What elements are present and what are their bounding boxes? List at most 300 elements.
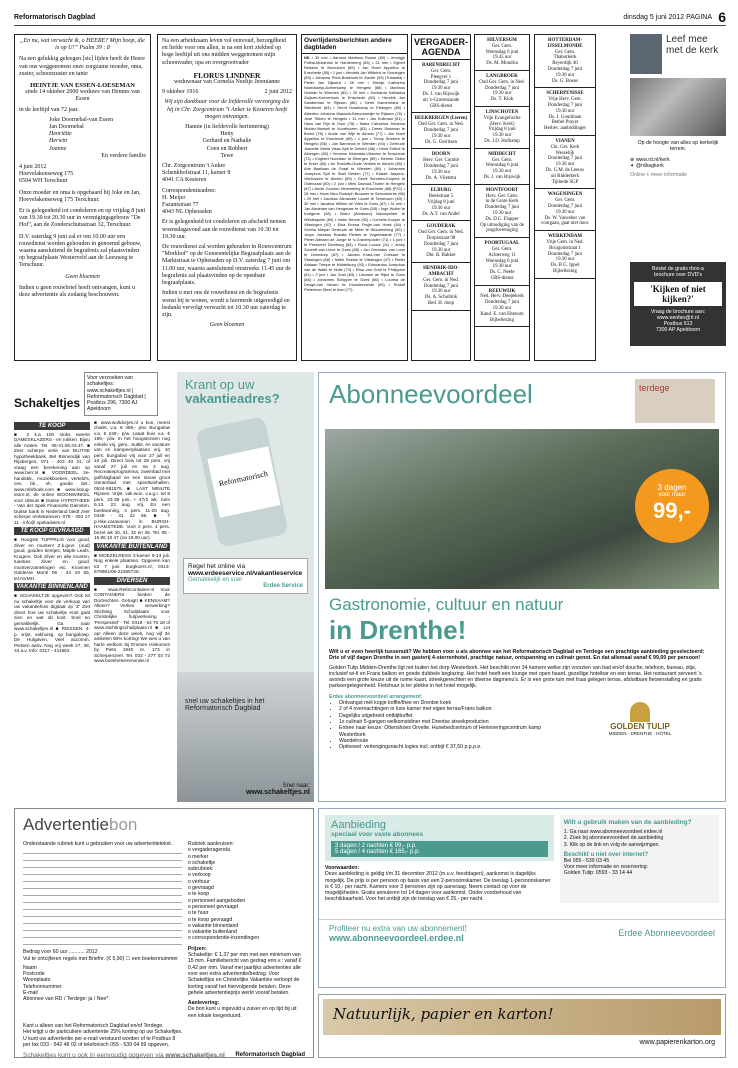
schakeltjes-pre: Schakeltjes kunt u ook in eenvoudig opgeven via xyxy=(23,1052,164,1060)
arr-title: Erdee abonneevoordeel arrangement: xyxy=(329,693,423,700)
book-info: Voor meer informatie en reservering: xyxy=(563,864,648,871)
agenda-line: 19.30 uur xyxy=(492,306,512,312)
offer-price-1: 3 dagen / 2 nachten € 99,- p.p. xyxy=(335,843,417,849)
agenda-line: 19.45 uur xyxy=(492,55,512,61)
arr-item: • Wandelroute xyxy=(339,738,559,744)
category-option[interactable]: o merker xyxy=(187,853,209,860)
how-to-book xyxy=(560,815,719,903)
page-label: PAGINA xyxy=(686,14,712,21)
book-phone-2: Golden Tulip: 0593 - 33 14 44 xyxy=(563,870,633,877)
conditions-title: Voorwaarden: xyxy=(325,865,360,871)
agenda-entry xyxy=(475,238,529,286)
family-member: Hannie (in liefdevolle herinnering) xyxy=(185,124,269,131)
agenda-entry xyxy=(535,88,595,136)
offer-box-title: Aanbieding xyxy=(331,819,387,831)
classifieds-text: ■ www.woltdorjes.nl u kon, meest chalet, v.a. € 399,- p/w. Bungalow v.a. € 249,- p/w. Laaat buis v.a. € 199,- p/w. In het hoogseizoen nog enkele vrij. gem., Sulkit, en vacature van en kampeerplaatsen vrij. 10 pers. bungalow vrij voor 27 juli en 10 juli. Direct bois tot 28 pers. vrij vanaf 27 juli en na 3 aug. Recreatieprogramma, zwembad met golfslagbaad en een nieuw groot Genterbad met speeltuinhallen. 0524-581575. ■ LAST MINUTE Rijssen. Vrijst. vak.won. v.a.g.r. tot 8 pers. 23-38 juni, + 47/2 wk. ruim 9.13. 23 aug. vrij. En een boekwoning, 4 pers. 11-25 aug. 0348 - 31 22 69. ■ 7 p./ske.caravanan in BURGH-HAAMSTEDE. Voor 2 pers. 4 pers. bezet wk 30, 31, 32 en 36. Tel. 06 - 15 86 10 47 (na 19.00 uur). xyxy=(94,419,170,541)
tulip-sub: MIDDEN · DRENTHE · HOTEL xyxy=(608,730,672,736)
paper-name: Reformatorisch Dagblad xyxy=(14,14,96,21)
category-option[interactable]: subrubriek: xyxy=(187,866,214,873)
agenda-line: 19.30 uur xyxy=(492,133,512,139)
agenda-line: jeugdvereniging xyxy=(486,228,518,234)
agenda-line: Ger. Gem. in Ned. xyxy=(423,277,459,283)
agenda-line: Bed. H. doop xyxy=(427,300,455,306)
coupon-foot: per fax 033 - 542 48 02 of telefonisch 055 - 539 04 99 opgeven. xyxy=(23,1041,170,1048)
book-phone: Bel 055 - 539 03 45 xyxy=(563,857,610,864)
price-badge xyxy=(635,469,709,543)
agenda-line: Donderdag 7 juni xyxy=(484,85,520,91)
ad-caption: snel uw schakeltjes in het Reformatorisch Dagblad xyxy=(185,698,265,712)
notice-date: 4 juni 2012 xyxy=(19,164,47,171)
family-member: Gerhard en Nathalie xyxy=(202,138,252,145)
ad-title-2: vakantieadres? xyxy=(185,391,280,406)
arr-item: • Optioneel: verlengingsnacht logies incl. ontbijt € 37,50 p.p.p.e. xyxy=(339,744,559,750)
golden-tulip-logo xyxy=(565,694,715,751)
field-name[interactable]: Naam xyxy=(23,964,37,971)
tulip-name: GOLDEN TULIP xyxy=(610,721,670,731)
death-notice-lindner xyxy=(157,34,297,361)
offer-box-sub: speciaal voor vaste abonnees xyxy=(331,831,424,838)
offer-desc: Golden Tulip Midden-Drenthe ligt net buiten het dorp Westerbork. Het beschikt over 34 kamers welke zijn voorzien van bad en/of douche, telefoon, bureau, zitje, inclusief wi-fi en Frans balkon en goede dubbele beglazing. Het hotel heeft een lounge met open haard, gezellige hotelbar en een terras. Het restaurant serveert 's avonds een grote keuze uit de ruime kaart, streekgerechten en diverse dagmenu's. Er is een grote tuin met fraai gelegen terras, afsluitbare fietsenstalling en gratis parkeergelegenheid. Fietshuur is ter plekke in het hotel mogelijk. xyxy=(329,664,702,690)
family-member: Joanne xyxy=(49,145,67,152)
ad-twitter[interactable]: ✦ @rdkagkerk xyxy=(630,162,664,169)
agenda-entry xyxy=(475,71,529,107)
offer-lead: Wilt u er even heerlijk tussenuit? We hebben voor u als abonnee van het Reformatorisch Dagblad en Terdege een prachtige aanbieding geselecteerd: Drie of vijf dagen Drenthe in een gastvrij 4-sterrenhotel, prachtige natuur, ontspanning en culinair genot. En dat allemaal vanaf € 99,00 per persoon! xyxy=(329,649,705,662)
agenda-line: Donderdag 7 juni xyxy=(547,203,583,209)
erdee-abo-logo: Erdee Abonneevoordeel xyxy=(618,928,715,939)
ad-line: brochure over DVD's xyxy=(654,272,702,279)
agenda-line: Herbev. aanbiddinger xyxy=(543,126,587,132)
agenda-line: Vrije Evangelische xyxy=(483,115,521,121)
agenda-line: Herv. Ger. Gem. xyxy=(485,193,519,199)
agenda-line: in de Grote Kerk xyxy=(485,199,519,205)
agenda-place: VIANEN xyxy=(555,138,575,144)
address-line: Fazantstraat 77 xyxy=(162,202,199,209)
agenda-entry xyxy=(475,286,529,328)
caption-small: Snel naar: xyxy=(282,783,310,789)
agenda-line: Ds. W. Vanceker van xyxy=(544,215,586,221)
agenda-line: Woensdag 6 juni xyxy=(485,49,519,55)
agenda-place: LINSCHOTEN xyxy=(485,109,519,115)
deceased-name: FLORUS LINDNER xyxy=(193,70,261,80)
agenda-line: 19.30 uur xyxy=(431,205,451,211)
arr-item: • 2 of 4 overnachtingen in luxe kamer met eigen terras/Frans balkon xyxy=(339,706,559,712)
agenda-place: ROTTERDAM-IJSSELMONDE xyxy=(547,38,583,49)
agenda-entry xyxy=(535,136,595,189)
classifieds-text: ■ SCHAKELTJE opgeven? Ook tel nu schakeltje voor de verkoop van uw vakantiehuis digitaal op 'Z' Ziet direct hoe uw schakeltje eruit gaat zien en wat dit kost. Snel en gemakkelijk. Ga naar www.schakeltjes.nl ■ RIESSEN. 4-p. vrijst. vakhuisg. op bungalowp. De Hulgaven. Veel accomm. Pietsen aanv. Nog vrij week 27, 38, 34 a.v. Info: 0317 - 411863. xyxy=(14,593,90,654)
agenda-entry xyxy=(535,35,595,88)
coupon-foot: Kant u alleen van het Reformatorisch Dagblad en/of Terdege. xyxy=(23,1023,164,1030)
category-option[interactable]: o vergaderagenda xyxy=(187,847,230,854)
family-member: Hetty xyxy=(220,131,234,138)
agenda-line: Reyerdijk 40 xyxy=(552,61,578,67)
notice-quote: „En nu, wat verwacht ik, o HEERE? Mijn hoop, die is op U!” Psalm 39 : 8 xyxy=(20,38,145,52)
agenda-place: HILVERSUM xyxy=(487,38,517,43)
paper-label: ND xyxy=(304,55,310,60)
ad-line: Postbus 613 xyxy=(663,321,693,328)
vacation-service-ad[interactable] xyxy=(177,372,314,802)
agenda-line: Donderdag 7 juni xyxy=(423,241,459,247)
coupon-option: Vul te ontcijferen regels met Briefnr. (€ 5,90) ☐ een boekennummer xyxy=(23,955,178,962)
classifieds xyxy=(14,372,171,802)
ad-coupon[interactable] xyxy=(14,808,314,1058)
arr-item: • Dagelijks uitgebreid ontbijtbuffet xyxy=(339,713,559,719)
agenda-line: 19.30 uur xyxy=(492,91,512,97)
dvd-brochure-ad[interactable] xyxy=(630,262,726,346)
agenda-line: Oud Ger. Gem. in Ned. xyxy=(418,230,464,236)
book-step: 3. Klik op de link en volg de aanwijzingen. xyxy=(563,841,660,848)
address-block xyxy=(162,163,292,185)
agenda-line: Donderdag 7 juni xyxy=(547,66,583,72)
agenda-entry xyxy=(412,221,470,263)
category-option[interactable]: o verhuur xyxy=(187,878,210,885)
arr-item: • 1x culinair 5-gangen welkomstdiner met Drentse streekproducten xyxy=(339,719,559,725)
category-option[interactable]: o correspondentie-inzendingen xyxy=(187,935,260,942)
profit-line: Profiteer nu extra van uw abonnement! xyxy=(329,923,467,933)
agenda-line: Ds. G. Boens xyxy=(551,78,579,84)
agenda-line: voorgaan, gaat niet door. xyxy=(540,221,590,227)
notice-p4: Indien u met ons de rouwdienst en de begrafenis wenst bij te wonen, wordt u hiermede uitgenodigd en bedankt vervolgt verwacht tot 10.30 uur zaterdag te zijn. xyxy=(162,290,290,318)
deaths-text: • 30 mei • Aarnout Martinus Roose (89) • Jennigje Poliha-Mulderink te Hardenberg (83) • 31 mei • Egbert Reikens te Borculoen (85) • Jan Hoeri Appelloo te Enschede (85) • 1 juni • Hendrik Jan Wilbrink te Groningen (83) • Johanna Prins-Boekhold te Zwolle (93) |Tubantia| • Pieter Jan Dijkstra • 28 mei • Sientje Catharina Noordkamp-Achterkamp te Hengelo (88) • Martinus Holman te Wierden (82) • 29 mei • Gerharda Kathalina Zwijsen-Knevenhuis te Enschede (83) • Hendrik Jan Sanderman te Rijssen (86) • Gerrit Kamermans te Sliedrecht (84) • Gerrit Hosekamp te Eibergen (85) • Albertha Johanna Wassink-Breuneweijer te Rijssen (76) • Jesé Tibben te Hengelo • 31 mei • Jan Kolkman (51) • Hans van Rijn te Goor (78) • Maria Catharina Johanna Mulder-Marsell te Voorthuizen (83) • Drees Stokman te Borne (78) • Annie van Wijk te Almelo (77) • Jan Hoeri Appelloo te Enschede (85) • 1 juni • Tonny Snellers te Hengelo (56) • Jan Banninck te Wierden (94) • Gertrude Jeanette Maria Visse-Spit te Delden (88) • Henk Eldhof te Albergen (89) • Hermine Kinkelaar-Visscher te Enschede (72) • Engbert Noordam te Eibergen (89) • Bennie Olden te Enter (65) • An Roeloffs-Oude Veldink te Almelo (85) • Arie Bastiaan de Graaf te Wierden (80) • Johannes Josephus Spit te Stad Delden (77) • Klaske Jaspers-Veldhuizen te Almelo (89) • Gerrit Scholten-Kuipers te Oldenzaal (80) • 2 juni • Mies Davood-Tholen te Hengelo (87) • Annie Goonen-Hemmeling te Enschede (88) |PZC| • 28 mei • Hans Nico Rudolph Brouwer te Serooskerke (66) • 29 mei • Jacobus Alexander Lauret te Terneuzen (83) • 30 mei • Jacobus Willem de Vries te Goes (87) • 31 mei • Jan Abraham van Hengelaar te Goes (58) • Inge Woltel te Kortgene (48) • Bram (Abraham) Nieuwpolder te Westkapelle (89) • Ineke Neune (92) • Cornelis Kooyer te Vlissingen (67) • Elsa Emma Frisjer-van Hoek (84) • Gretha Marjan Gertrude de Meer te Woudenberg (90) • Josyn Jacobus Rosalia Pieters te Vogelwaarde (77) • Pieter Adriaan de Jonge te 's-Gravenpolder (71) • 1 juni • te Pressend Domburg (83) • Ruud Louws (11) • Jenny Scheriff van Lieve te Goes (86) • Jan Gerardus van Loon te Lewedorp (87) • Jacoba Kraut-van Coesant te Vlissingen (88) • Nellie Roelse te Vlissingen (47) • Pieter Adriaan Trimpe te Middelburg (93) • Edouardus Josephus van de Walle te Hulst (73) • Elisa van Groll te Philippine (81) • 2 juni • Jan Goei (83) • Lieuwke de Rijke te Goes (86) • Johannes Schipper te Goes (86) • Lourina de Deugd-van Velzen te Kloosterzande (83) • Rudolf Pieterman Steel te Axel (77). xyxy=(304,55,405,293)
agenda-line: 19.30 uur xyxy=(431,289,451,295)
agenda-line: Ds. C. Neele xyxy=(489,270,515,276)
agenda-line: Pleegvei 1 xyxy=(430,74,452,80)
page-header xyxy=(14,9,726,26)
book-question-2: Beschikt u niet over internet? xyxy=(563,851,649,858)
agenda-line: Ds. J. Goudriaan xyxy=(548,114,582,120)
field-email[interactable]: E-mail xyxy=(23,990,38,997)
agenda-line: Vrijdag 8 juni xyxy=(488,127,516,133)
category-option[interactable]: o schakeltje xyxy=(187,859,216,866)
paper-cardboard-ad[interactable] xyxy=(318,994,726,1058)
conditions-text: Deze aanbieding is geldig t/m 31 december 2012 (m.u.v. feestdagen), aankomst is dagelijks mogelijk. De prijs is per persoon op basis van een 2-persoonskamer. De toeslag 1-persoonskamer is € 10,- per nacht. Kamers voor 3 personen zijn op aanvraag. Neem contact op voor de mogelijkheden. Gratis annuleren tot 14 dagen voor aankomst. Onder voorbehoud van beschikbaarheid. Voor het ontbijt zijn de toeslag van € 25,- per nacht. xyxy=(325,871,551,903)
agenda-line: 19.30 uur xyxy=(555,257,575,263)
agenda-line: Bruigomstraat 1 xyxy=(549,245,581,251)
agenda-line: Ds. B.G. Ippel xyxy=(550,263,580,269)
offer-headline-2: in Drenthe! xyxy=(329,615,467,645)
category-option[interactable]: o personeel gevraagd xyxy=(187,903,239,910)
agenda-line: 19.30 uur xyxy=(431,133,451,139)
family-list xyxy=(162,124,292,160)
agenda-place: BARENDRECHT xyxy=(421,63,461,68)
family-member: En verdere familie xyxy=(101,152,146,159)
agenda-line: Dhr. R. Bakker xyxy=(426,253,456,259)
subscriber-offer[interactable] xyxy=(318,372,726,802)
agenda-place: POORTUGAAL xyxy=(484,241,520,247)
notice-p3: De rouwdienst zal worden gehouden in Rouwcentrum "Morkhof" op de Gemeentelijke Begraafplaats aan de Marktstraat te Opheusden op D.V. zaterdag 7 juni om 11.00 uur, waarna aansluitend omstreeks 11.45 uur de begrafenis zal plaatsvinden op de openbare begraafplaats. xyxy=(162,244,292,287)
category-option[interactable]: o gevraagd xyxy=(187,885,214,892)
category-buitenland: VAKANTIE BUITENLAND xyxy=(94,543,170,551)
ad-line: www.eenfan@rl.nl xyxy=(657,314,699,321)
agenda-line: Bijbellezing xyxy=(490,317,514,323)
agenda-entry xyxy=(412,185,470,221)
agenda-line: 19.30 uur xyxy=(555,162,575,168)
notice-quote: Wij zijn dankbaar voor de liefdevolle verzorging die hij in Chr. Zorgcentrum "t Anker te Kesteren heeft mogen ontvangen. xyxy=(164,99,290,120)
agenda-line: Ds. D.C. Flapper xyxy=(485,216,519,222)
globe-icon: ⊕ xyxy=(630,156,635,163)
dolmen-photo xyxy=(325,429,719,589)
offer-conditions xyxy=(318,808,726,988)
agenda-line: Achterweg 11 xyxy=(488,252,516,258)
deceased-name: HEINTJE VAN ESSEN-LOESEMAN xyxy=(30,82,135,90)
agenda-entry xyxy=(412,263,470,311)
field-postcode[interactable]: Postcode xyxy=(23,971,45,978)
agenda-line: Ds. G.M. de Leeuw xyxy=(545,167,585,173)
prices-title: Prijzen: xyxy=(187,945,207,952)
erdee-logo: Erdee Service xyxy=(263,583,303,589)
agenda-place: BEEKBERGEN (Lieren) xyxy=(414,116,468,122)
agenda-entry xyxy=(475,107,529,149)
category-te-koop: TE KOOP xyxy=(14,422,90,430)
schakeltjes-url[interactable]: www.schakeltjes.nl xyxy=(165,1052,225,1060)
agenda-line: Ger. Gem. xyxy=(491,43,513,49)
agenda-entry xyxy=(475,35,529,71)
arr-list xyxy=(329,700,559,750)
offer-url[interactable]: www.abonneevoordeel.erdee.nl xyxy=(329,932,464,943)
agenda-line: Vrije Gem. in Ned. xyxy=(546,239,584,245)
schakeltjes-url[interactable]: www.schakeltjes.nl xyxy=(246,789,310,796)
book-step: 1. Ga naar www.abonneevoordeel.erdee.nl xyxy=(563,829,663,835)
family-member: Coen en Robbert xyxy=(206,145,248,152)
ad-question: 'Kijken of niet kijken?' xyxy=(634,282,722,306)
agenda-line: Ger. Gem. xyxy=(554,49,576,55)
agenda-line: Donderdag 7 juni xyxy=(423,127,459,133)
agenda-line: GBS-dienst xyxy=(490,275,514,281)
agenda-line: 19.30 uur xyxy=(492,169,512,175)
agenda-blocks xyxy=(412,60,470,311)
agenda-place: LANGBROEK xyxy=(486,73,518,79)
coupon-lines[interactable] xyxy=(23,847,182,945)
ad-slogan: Natuurlijk, papier en karton! xyxy=(323,999,721,1035)
agenda-line: Donderdag 7 juni xyxy=(484,300,520,306)
category-option[interactable]: o vakantie buitenland xyxy=(187,929,237,936)
coupon-title-2: bon xyxy=(109,815,138,834)
agenda-line: Donderdag 7 juni xyxy=(423,283,459,289)
agenda-line: Ds. A.T. van Andel xyxy=(422,211,460,217)
meeting-agenda xyxy=(411,34,471,361)
coupon-foot: U kunt uw advertentie per e-mail verstuurd worden of te Postbus 8 xyxy=(23,1035,176,1042)
agenda-place: WAGENINGEN xyxy=(547,192,583,198)
field-abonnee[interactable]: Abonnee van RD / Terdege: ja / Nee* xyxy=(23,996,109,1003)
notice-p2: Er is gelegenheid tot condoleren en op vrijdag 8 juni van 19.30 tot 20.30 uur in verenigingsgebouw "De Hof", aan de Zonderschutsstraat 32, Terschuur. xyxy=(19,208,146,229)
agenda-line: 19.30 uur xyxy=(431,247,451,253)
agenda-line: Bethel Prayer xyxy=(551,120,579,126)
agenda-line: Vrije Herv. Gem. xyxy=(548,97,582,103)
ad-title-1: Krant op uw xyxy=(185,377,255,392)
agenda-line: Chr. Ger. Kerk xyxy=(550,144,580,150)
magazine-name: terdege xyxy=(639,383,670,393)
classifieds-text: ■ www.RefoContainer.nl Voor CONTAINERS bieden de Dortrechten. Getuigt! ■ KENSAAM? Alleen? Verlies verwerking? Stichting Schuilplaats voor Christelijke hulpverlening - 'Perspectief' - Tel. 0318 - 54 70 18 of www.stichtingschuilplaats.nl ■ Let op! Alleen deze week, nog vijf 2e artikelen 50% korting! We wes u van harte welkom bij Emmen Hiekomes by Piets 1940 nr. 173 in Scherpenzeel. Tel. 033 - 277 03 72 www.boekhetverenende.nl xyxy=(94,586,170,664)
ad-title-2: met de kerk xyxy=(666,45,719,56)
agenda-entry xyxy=(535,189,595,231)
agenda-entry xyxy=(412,60,470,113)
badge-line: voor maar xyxy=(658,492,686,498)
agenda-line: Ds. T. Klok xyxy=(490,97,514,103)
agenda-line: Bijbellezing xyxy=(553,268,577,274)
agenda-place: MIDDECHT xyxy=(488,151,516,157)
agenda-line: Beekstraat 5 xyxy=(428,194,454,200)
classifieds-text: ■ Hoogste TUPPRLIS voor goud, zilver en munten! Z.k.gevr. (oud) goud, gouden tientjes, Maple Leafs, Krugers. Ook zilver en alle munten, tuanties zilver en goud, muntverzamelingen etc. Krovinen Gelderse Munt! 06 - 44 19 55, tel.NVMH. xyxy=(14,537,90,581)
category-option[interactable]: o te koop xyxy=(187,891,210,898)
agenda-line: Donderdag 7 juni xyxy=(423,163,459,169)
notice-p3: D.V. zaterdag 9 juni zal er om 10.00 uur een rouwdienst worden gehouden in genoemd gebouw, waarna aansluitend de begrafenis zal plaatsvinden op begraafplaats Westerveld aan de Leeuweg te Terschuur. xyxy=(19,233,142,269)
corr-label: Correspondentieadres: xyxy=(162,187,216,194)
agenda-entry xyxy=(535,231,595,279)
agenda-line: Ds. A. Schultink xyxy=(424,295,458,301)
page-date: dinsdag 5 juni 2012 xyxy=(623,14,685,21)
category-option[interactable]: o te koop gevraagd xyxy=(187,916,233,923)
agenda-line: uit 's-Gravenzande xyxy=(422,97,460,103)
agenda-line: Donderdag 7 juni xyxy=(547,156,583,162)
category-option[interactable]: o personeel aangeboden xyxy=(187,897,246,904)
agenda-col-3 xyxy=(534,34,596,361)
deceased-since: sinds 14 oktober 2000 weduwe van Hennes van Essen xyxy=(25,89,140,103)
agenda-line: Woensdag 6 juni xyxy=(485,258,519,264)
agenda-line: 19.30 uur xyxy=(492,264,512,270)
agenda-place: MONTFOORT xyxy=(485,187,519,193)
ad-caption: Op de hoogte van alles op kerkelijk terrein. xyxy=(637,140,719,153)
agenda-line: Tijdrede SGP xyxy=(551,179,579,185)
notice-addr1: Hoevelakenseweg 175 xyxy=(19,171,74,178)
family-member: Jan Doornebal xyxy=(49,124,84,131)
arr-item: • Ontvangst met kopje koffie/thee en Drentse koek xyxy=(339,700,559,706)
ad-link[interactable]: ⊕ www.rd.nl/kerk xyxy=(630,156,670,163)
family-member: Henriëtte xyxy=(49,131,72,138)
family-list xyxy=(19,117,146,160)
category-gevraagd: TE KOOP GEVRAAGD xyxy=(14,527,90,535)
category-option[interactable]: o te huur xyxy=(187,910,209,917)
deceased-sub: weduwnaar van Cornelia Neeltje Jerenianne xyxy=(174,79,280,86)
category-binnenland: VAKANTIE BINNENLAND xyxy=(14,583,90,591)
deaths-list xyxy=(302,54,407,293)
bottle-label: Reformatorisch xyxy=(207,446,280,518)
agenda-line: Kand. E. van Eltenum xyxy=(480,311,524,317)
family-member: Joke Doornebal-van Essen xyxy=(49,116,113,123)
agenda-line: Ds. M. Mondria xyxy=(486,61,518,67)
offer-title: Abonneevoordeel xyxy=(329,379,533,409)
ad-line: Vraag de brochure aan: xyxy=(650,308,706,315)
book-question: Wilt u gebruik maken van de aanbieding? xyxy=(563,819,692,826)
agenda-line: Ned. Herv. Deepekerk xyxy=(480,294,524,300)
classifieds-info: Voor verzoeken van schakeltjes: www.schakeltjes.nl | Reformatorisch Dagblad | Postbus 296, 7300 AJ Apeldoorn xyxy=(84,372,158,416)
offer-headline: Gastronomie, cultuur en natuur xyxy=(329,595,564,614)
delivery-title: Aanlevering: xyxy=(187,1000,220,1007)
agenda-line: uit Ridderkerk xyxy=(550,173,580,179)
ad-url[interactable]: www.papierenkarton.org xyxy=(639,1039,715,1046)
agenda-place: DOORN xyxy=(431,152,451,158)
agenda-place: ELBURG xyxy=(430,188,452,194)
coupon-price: Bedrag voor 60 uur ........... 2012 xyxy=(23,949,98,956)
death-date: 2 juni 2012 xyxy=(264,89,292,96)
magazine-covers xyxy=(635,379,715,423)
agenda-line: Ger. Gem. xyxy=(491,157,513,163)
badge-price: 99,- xyxy=(653,498,691,523)
category-option[interactable]: Rubriek aankruisen: xyxy=(187,841,234,847)
address-line: Chr. Zorgcentrum 't Anker xyxy=(162,163,226,170)
notice-p5: Indien u geen rouwbrief heeft ontvangen, kunt u deze advertentie als zodanig beschouwen. xyxy=(19,284,135,299)
address-line: H. Meijer xyxy=(162,194,186,201)
notice-intro: Na een gelukkig geleegen [sic] lijden heeft de Heere van ons weggenomen onze zorgzame moeder, oma, zuster, schoonzuster en tante xyxy=(19,56,145,77)
agenda-line: 19.30 uur xyxy=(492,210,512,216)
category-option[interactable]: o vakantie binnenland xyxy=(187,922,239,929)
leef-mee-ad[interactable] xyxy=(630,34,726,194)
agenda-line: Ds. G. Gerritsen xyxy=(424,139,458,145)
offer-price-2: 5 dagen / 4 nachten € 165,- p.p. xyxy=(335,849,421,855)
agenda-line: Wesselijk xyxy=(555,150,575,156)
birth-date: 9 oktober 1916 xyxy=(162,89,199,96)
coupon-title: Advertentie xyxy=(23,815,109,834)
classifieds-text: ■ 2 k.a 100 stoks ewerte DAMESKLAZERS - en rokken. Bijou alle maten. Tel. 06-31.06.33.47. ■ Zeer scherpe verle van BUITSE hypotheekbank. Bel Binnendijk van Rijsbergen, 071 - 403 40 31, of vraag een berekening aan op www.berr.nl ■ VOORDEEL. 2e-handsbk., muziekboeken, verteld's, cev. bk., vh. goede det.: www.rebrboek.com ■ www.lissug-store.nl, de online WOONWINKEL voor Utleus! ■ Duitse HYPOTHEEK - Van der Spek Financiële Diensten. Duitse bank in Nederland biedt zeer scherpe rentetarieven. 078 - 303 17 11 - info@ spekadvies.nl xyxy=(14,431,90,525)
agenda-place: WERKENDAM xyxy=(548,234,582,240)
agenda-place: REEUWIJK xyxy=(488,288,516,294)
ad-small: Online + meer informatie xyxy=(630,172,687,179)
agenda-line: 19.30 uur xyxy=(555,72,575,78)
agenda-line: Ds. A. Vlietstra xyxy=(425,175,457,181)
agenda-line: Oud Ger. Gem. in Ned. xyxy=(418,122,464,128)
agenda-line: Vrijdag 8 juni xyxy=(427,199,455,205)
agenda-line: 19.30 uur xyxy=(431,169,451,175)
coupon-foot: Het krijgt u de particuliere advertentie 25% korting op uw Schakeltjes. xyxy=(23,1029,183,1036)
notice-p2: Er is gelegenheid tot condoleren en afscheid nemen woensdagavond aan de rouwdienst van 10.30 tot 19.30 uur. xyxy=(162,219,286,240)
agenda-line: Thaborkerk xyxy=(553,55,577,61)
twitter-icon: ✦ xyxy=(630,162,635,169)
coupon-categories[interactable] xyxy=(188,841,305,942)
category-option[interactable]: o verkoop xyxy=(187,872,211,879)
arr-item: • Entree naar keuze: Ottenshoes Orvelte. Hunebedcentrum of Herinneringscentrum kamp Westerbork xyxy=(339,725,559,738)
agenda-entry xyxy=(475,149,529,185)
agenda-line: Ger. Gem. xyxy=(491,246,513,252)
agenda-line: 19.30 uur xyxy=(431,86,451,92)
agenda-line: Donderdag 7 juni xyxy=(484,205,520,211)
agenda-line: 19.30 uur xyxy=(555,108,575,114)
agenda-line: Oud Ger. Gem. in Ned. xyxy=(479,79,525,85)
offer-box xyxy=(325,815,554,861)
section-title: Overlijdensberichten andere dagbladen xyxy=(302,35,407,54)
agenda-line: Ger. Gem. xyxy=(554,198,576,204)
notice-p1: Onze moeder en oma is opgebaard bij Joke en Jan, Hoevelakenseweg 175 Terschuur. xyxy=(19,189,141,203)
badge-line: 3 dagen xyxy=(657,483,687,492)
address-line: Schenkhofstraat 11, kamer 8 xyxy=(162,170,231,177)
ad-title-1: Leef mee xyxy=(666,34,708,45)
agenda-line: Donderdag 7 juni xyxy=(547,102,583,108)
agenda-line: Dorpsstraat 98 xyxy=(426,235,456,241)
death-notice-essen xyxy=(14,34,151,361)
agenda-line: Op uitnodiging van de xyxy=(480,222,524,228)
deceased-age: in de leeftijd van 72 jaar. xyxy=(19,106,79,113)
agenda-line: Donderdag 7 juni xyxy=(423,80,459,86)
notice-p4: Geen bloemen xyxy=(65,273,100,280)
prices-text: Schakeltje: € 1,37 per mm met een minimum van 15 mm. Familiebericht van gedrag enn.v.: vanaf € 0,42 per mm. Vanaf mei jaarlijks advertenties alle voor een extra advertentie/bedrag. Voor Schakeltjes en Christelijke Vakanties verloopt de korting vanaf het hiervolgende betalen. Deze gehele advertentieprijs werkt vooraf betalen. xyxy=(187,952,302,996)
category-diversen: DIVERSEN xyxy=(94,577,170,585)
agenda-title: VERGADER-AGENDA xyxy=(412,35,470,60)
agenda-line: 19.30 uur xyxy=(555,209,575,215)
reg-url[interactable]: www.erdeeservice.nl/vakantieservice xyxy=(188,570,303,577)
field-woonplaats[interactable]: Woonplaats xyxy=(23,977,51,984)
bottle-illustration xyxy=(177,412,314,552)
family-member: Herwin xyxy=(49,138,67,145)
coupon-sub: Onderstaande rubriek kunt u gebruiken voor uw advertentietekst. xyxy=(23,841,173,847)
agenda-place: SCHERPENISSE xyxy=(546,91,584,97)
agenda-line: Ger. Gem. xyxy=(430,68,452,74)
ad-line: 7300 AP Apeldoorn xyxy=(655,327,701,334)
agenda-line: Woensdag 6 juni xyxy=(485,163,519,169)
agenda-line: Donderdag 7 juni xyxy=(547,251,583,257)
agenda-col-2 xyxy=(474,34,530,361)
agenda-entry xyxy=(412,113,470,149)
agenda-line: Ds. J. van Rijswijk xyxy=(483,174,521,180)
agenda-line: Ds. J.D. Hofkamp xyxy=(484,138,520,144)
agenda-line: Ds. J. van Rijswijk xyxy=(422,91,460,97)
field-phone[interactable]: Telefoonnummer xyxy=(23,983,62,990)
